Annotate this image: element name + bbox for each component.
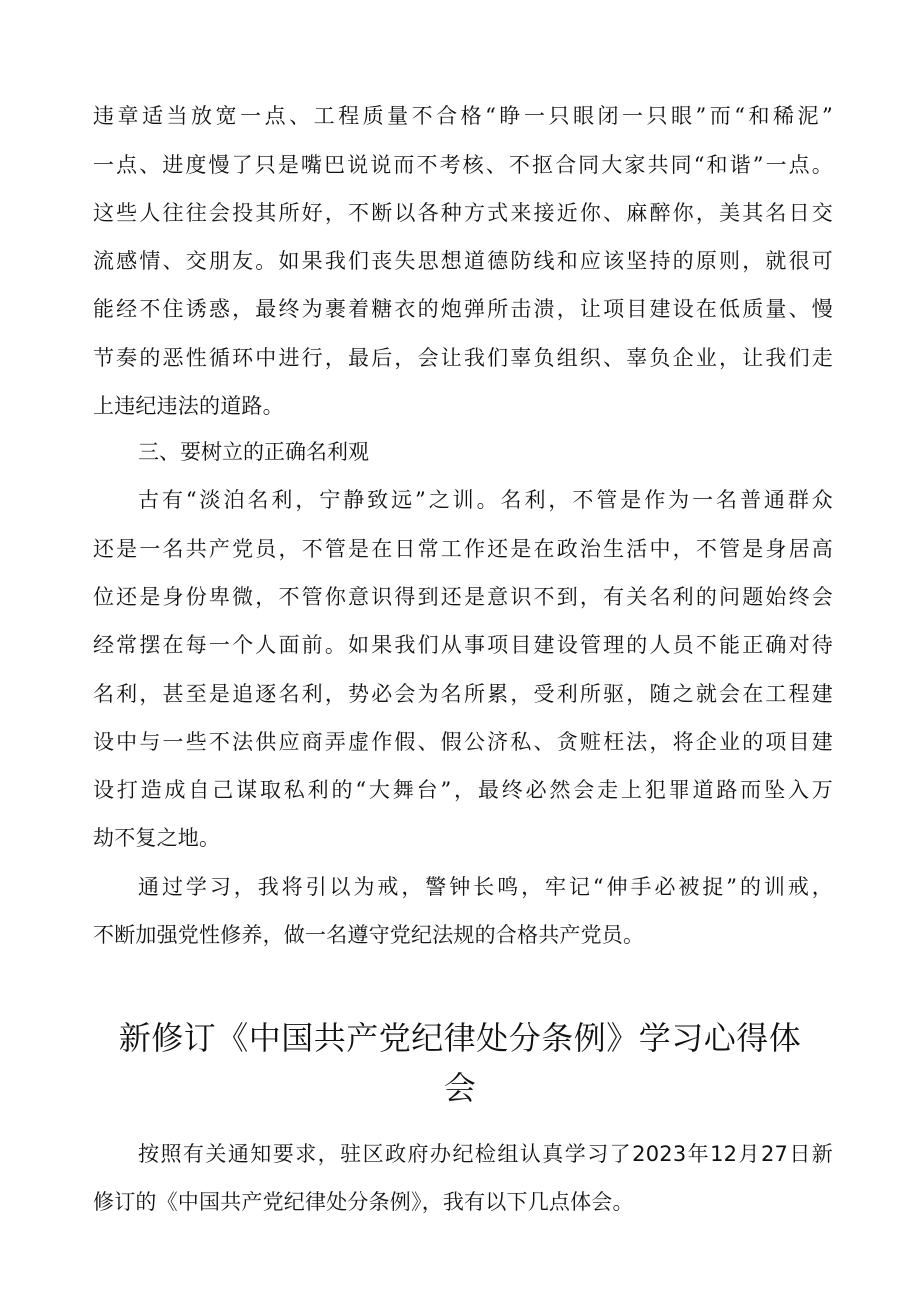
section-heading: 三、要树立的正确名利观 bbox=[138, 440, 369, 464]
article-title-line: 会 bbox=[443, 1069, 477, 1107]
paragraph-line: 经常摆在每一个人面前。如果我们从事项目建设管理的人员不能正确对待 bbox=[93, 633, 833, 657]
intro-text: 按照有关通知要求，驻区政府办纪检组认真学习了 bbox=[138, 1142, 633, 1166]
paragraph-line: 这些人往往会投其所好，不断以各种方式来接近你、麻醉你，美其名日交 bbox=[93, 201, 833, 225]
paragraph-line: 劫不复之地。 bbox=[93, 826, 221, 850]
paragraph-line: 一点、进度慢了只是嘴巴说说而不考核、不抠合同大家共同“和谐”一点。 bbox=[93, 153, 833, 177]
intro-text: 新 bbox=[811, 1142, 833, 1166]
paragraph-line: 古有“淡泊名利，宁静致远”之训。名利，不管是作为一名普通群众 bbox=[138, 488, 833, 512]
paragraph-line: 名利，甚至是追逐名利，势必会为名所累，受利所驱，随之就会在工程建 bbox=[93, 682, 833, 706]
paragraph-line: 位还是身份卑微，不管你意识得到还是意识不到，有关名利的问题始终会 bbox=[93, 585, 833, 609]
paragraph-line: 能经不住诱惑，最终为裹着糖衣的炮弹所击溃，让项目建设在低质量、慢 bbox=[93, 297, 833, 321]
paragraph-line: 设中与一些不法供应商弄虚作假、假公济私、贪赃枉法，将企业的项目建 bbox=[93, 730, 833, 754]
paragraph-line: 不断加强党性修养，做一名遵守党纪法规的合格共产党员。 bbox=[93, 923, 645, 947]
paragraph-line: 还是一名共产党员，不管是在日常工作还是在政治生活中，不管是身居高 bbox=[93, 537, 833, 561]
intro-date: 2023年12月27日 bbox=[632, 1142, 812, 1166]
paragraph-line: 设打造成自己谋取私利的“大舞台”，最终必然会走上犯罪道路而坠入万 bbox=[93, 778, 833, 802]
intro-line: 修订的《中国共产党纪律处分条例》，我有以下几点体会。 bbox=[93, 1190, 634, 1214]
intro-line bbox=[138, 1139, 833, 1169]
paragraph-line: 违章适当放宽一点、工程质量不合格“睁一只眼闭一只眼”而“和稀泥” bbox=[93, 104, 833, 128]
paragraph-line: 流感情、交朋友。如果我们丧失思想道德防线和应该坚持的原则，就很可 bbox=[93, 249, 833, 273]
article-title-line: 新修订《中国共产党纪律处分条例》学习心得体 bbox=[118, 1019, 802, 1057]
paragraph-line: 上违纪违法的道路。 bbox=[93, 394, 284, 418]
paragraph-line: 通过学习，我将引以为戒，警钟长鸣，牢记“伸手必被捉”的训戒， bbox=[138, 875, 833, 899]
paragraph-line: 节奏的恶性循环中进行，最后，会让我们辜负组织、辜负企业，让我们走 bbox=[93, 346, 833, 370]
